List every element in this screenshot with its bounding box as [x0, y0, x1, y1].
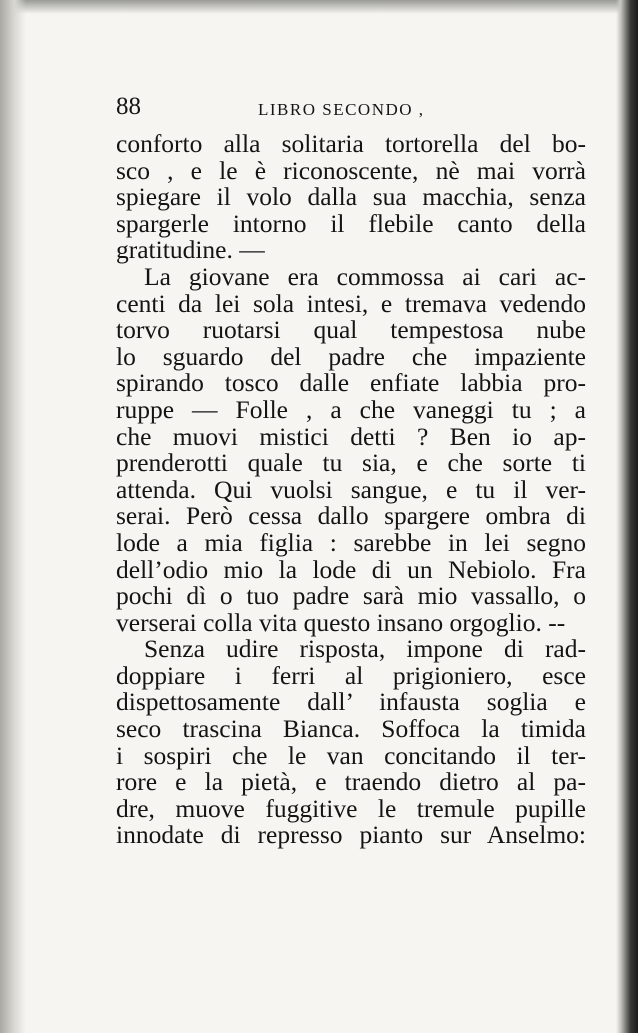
text-line: sco , e le è riconoscente, nè mai vorrà	[116, 155, 586, 185]
text-line: pochi dì o tuo padre sarà mio vassallo, o	[116, 581, 586, 611]
page-edge-shadow	[616, 0, 638, 1033]
text-line: serai. Però cessa dallo spargere ombra di	[116, 501, 586, 531]
text-line: prenderotti quale tu sia, e che sorte ti	[116, 448, 586, 478]
text-line: centi da lei sola intesi, e tremava vedendo	[116, 288, 586, 318]
text-line: attenda. Qui vuolsi sangue, e tu il ver-	[116, 474, 586, 504]
text-line: ruppe — Folle , a che vaneggi tu ; a	[116, 394, 586, 424]
page-number: 88	[116, 93, 141, 120]
text-line: spiegare il volo dalla sua macchia, senza	[116, 182, 586, 212]
text-line: seco trascina Bianca. Soffoca la timida	[116, 714, 586, 744]
text-line: dell’odio mio la lode di un Nebiolo. Fra	[116, 554, 586, 584]
text-line: spargerle intorno il flebile canto della	[116, 208, 586, 238]
text-line: che muovi mistici detti ? Ben io ap-	[116, 421, 586, 451]
page-top-shadow	[0, 0, 638, 14]
text-line: innodate di represso pianto sur Anselmo:	[116, 820, 586, 850]
text-line: gratitudine. —	[116, 235, 265, 265]
page-gutter-shadow	[0, 0, 26, 1033]
body-text	[116, 131, 586, 849]
running-head: LIBRO SECONDO ,	[258, 100, 425, 119]
page-header	[116, 93, 586, 133]
text-line: torvo ruotarsi qual tempestosa nube	[116, 315, 586, 345]
text-line: verserai colla vita questo insano orgoglio. --	[116, 607, 566, 637]
text-line: dispettosamente dall’ infausta soglia e	[116, 687, 586, 717]
text-line: lo sguardo del padre che impaziente	[116, 341, 586, 371]
paragraph-start-line: La giovane era commossa ai cari ac-	[144, 261, 586, 291]
text-line: conforto alla solitaria tortorella del bo-	[116, 129, 586, 158]
text-line: spirando tosco dalle enfiate labbia pro-	[116, 368, 586, 398]
text-line: lode a mia figlia : sarebbe in lei segno	[116, 527, 586, 557]
paragraph-start-line: Senza udire risposta, impone di rad-	[144, 634, 586, 664]
text-line: i sospiri che le van concitando il ter-	[116, 740, 586, 770]
text-line: rore e la pietà, e traendo dietro al pa-	[116, 767, 586, 797]
text-line: doppiare i ferri al prigioniero, esce	[116, 660, 586, 690]
text-line: dre, muove fuggitive le tremule pupille	[116, 793, 586, 823]
